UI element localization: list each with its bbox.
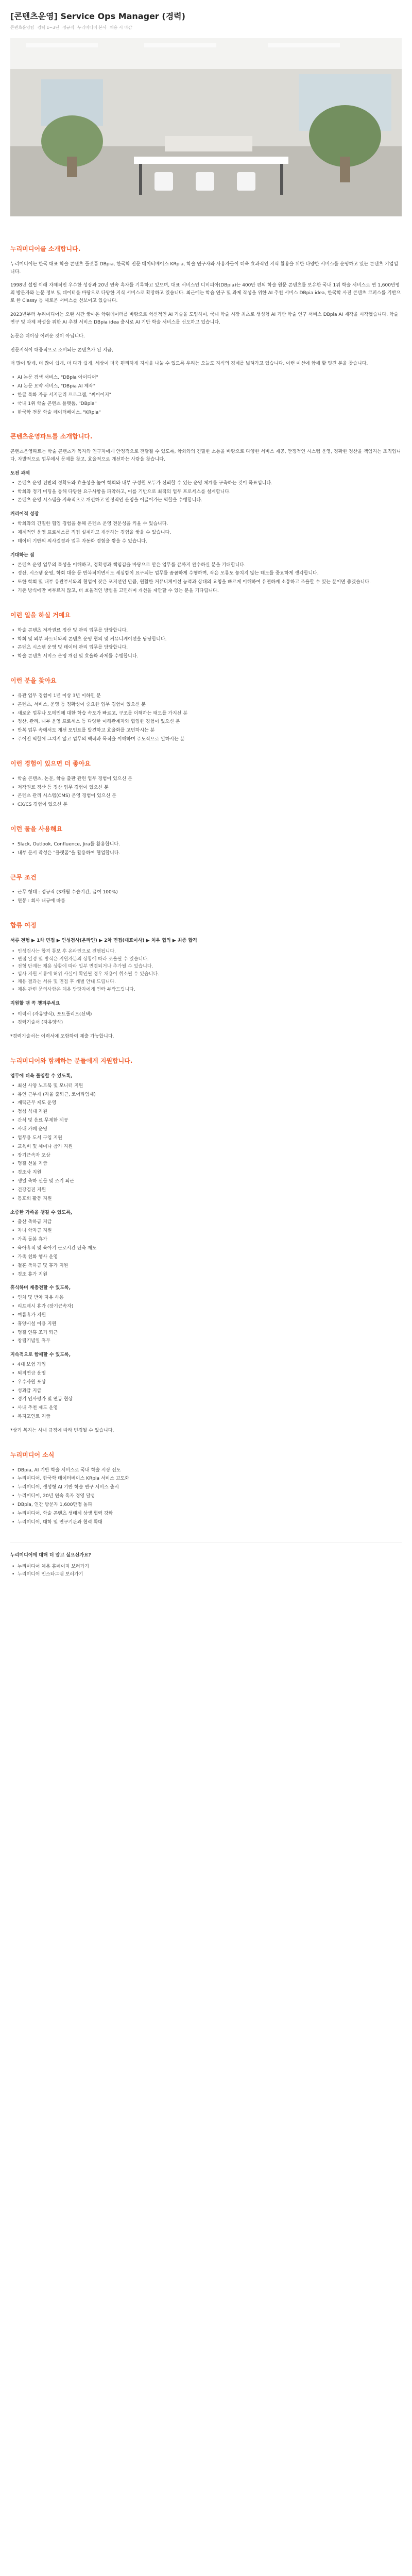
- list-item: • 콘텐츠 운영 시스템을 지속적으로 개선하고 안정적인 운영을 이끌어가는 역할을 수행합니다.: [10, 497, 402, 504]
- list-item: • 한국학 전문 학술 데이터베이스, "KRpia": [10, 409, 402, 417]
- list-item: • 기존 방식에만 머무르지 않고, 더 효율적인 방법을 고민하며 개선을 제안할 수 있는 분을 기다립니다.: [10, 587, 402, 595]
- list-item: • 교육비 및 세미나 참가 지원: [10, 1143, 402, 1151]
- list-item: • 학술 콘텐츠, 논문, 학술 출판 관련 업무 경험이 있으신 분: [10, 775, 402, 783]
- list-item: • 여름휴가 지원: [10, 1312, 402, 1319]
- paragraph: 1998년 설립 이래 자체적인 우수한 성장과 20년 연속 흑자를 기록하고 있으며, 대표 서비스인 디비피아(DBpia)는 400만 편의 학술 원문 콘텐츠를 보유한 국내 1위 학술 서비스로 연 1,600만명의 방문자와 논문 정보 및 데이터를 바탕으로 다양한 지식 서비스로 확장하고 있습니다. 최근에는 학습 연구 및 과제 작성을 위한 AI 추천 서비스 DBpia idea, 한국학 사전 콘텐츠 코퍼스를 기반으로 한 Classy 등 새로운 서비스를 선보이고 있습니다.: [10, 283, 401, 304]
- process-flow: 서류 전형 ▶ 1차 면접 ▶ 인성검사(온라인) ▶ 2차 면접(대표이사) ▶ 처우 협의 ▶ 최종 합격: [10, 938, 197, 943]
- section-learn-more: [10, 1542, 402, 1579]
- benefit-list-rest: [10, 1294, 402, 1345]
- list-item: • 내부 문서 작성은 "플랫폼"을 활용하여 협업합니다.: [10, 850, 402, 857]
- list-item: • 채용 결과는 서류 및 면접 후 개별 안내 드립니다.: [10, 978, 402, 986]
- list-item: • 업무용 도서 구입 지원: [10, 1134, 402, 1142]
- list-item: • 정산, 관리, 내부 운영 프로세스 등 다양한 이해관계자와 협업한 경험이 있으신 분: [10, 718, 402, 726]
- paragraph: 2023년부터 누리미디어는 오랜 시간 쌓아온 학위데이터를 바탕으로 혁신적인 AI 기술을 도입하여, 국내 학술 시장 최초로 생성형 AI 기반 학술 연구 서비스 DBpia AI 제작을 시작했습니다. 학술 연구 및 과제 작성을 위한 AI 추천 서비스 DBpia idea 출시로 AI 기반 학술 서비스를 선도하고 있습니다.: [10, 312, 399, 325]
- list-item: • 학술 콘텐츠 저작권료 정산 및 관리 업무를 담당합니다.: [10, 627, 402, 635]
- list-item: • 최신 사양 노트북 및 모니터 지원: [10, 1082, 402, 1090]
- list-item: • 점심 식대 지원: [10, 1108, 402, 1116]
- section-benefits: [10, 1056, 402, 1435]
- list-item: • 또한 학회 및 내부 유관부서와의 협업이 잦은 포지션인 만큼, 원활한 커뮤니케이션 능력과 상대의 요청을 빠르게 이해하여 유연하게 소통하고 조율할 수 있는 분이면 좋겠습니다.: [10, 579, 402, 586]
- list-item: • 학회 및 외부 파트너와의 콘텐츠 운영 협의 및 커뮤니케이션을 담당합니다.: [10, 636, 402, 643]
- list-item: • 장기근속자 포상: [10, 1152, 402, 1160]
- news-list: [10, 1467, 402, 1527]
- section-title: 이런 일을 하실 거예요: [10, 611, 71, 619]
- list-item: • 4대 보험 가입: [10, 1361, 402, 1369]
- list-item: • 퇴직연금 운영: [10, 1370, 402, 1378]
- list-item: • 결혼 축하금 및 휴가 지원: [10, 1262, 402, 1270]
- list-item: • 우수사원 포상: [10, 1379, 402, 1386]
- benefit-list-longterm: [10, 1361, 402, 1421]
- section-team-intro: [10, 432, 402, 595]
- group-title: 소중한 가족을 챙길 수 있도록,: [10, 1210, 73, 1215]
- list-item: • 사내 추천 제도 운영: [10, 1404, 402, 1412]
- list-item: • 경조사 지원: [10, 1169, 402, 1177]
- list-item: • 동호회 활동 지원: [10, 1195, 402, 1203]
- learn-more-title: 누리미디어에 대해 더 알고 싶으신가요?: [10, 1552, 91, 1558]
- list-item: • 근무 형태 : 정규직 (3개월 수습기간, 급여 100%): [10, 889, 402, 896]
- list-item: • 자녀 학자금 지원: [10, 1227, 402, 1235]
- paragraph: 누리미디어는 한국 대표 학술 콘텐츠 플랫폼 DBpia, 한국학 전문 데이터베이스 KRpia, 학술 연구자와 사용자들이 더욱 효과적인 지식 활용을 위한 다양한 서비스를 운영하고 있는 콘텐츠 기업입니다.: [10, 261, 399, 275]
- documents-title: 지원할 땐 꼭 챙겨주세요: [10, 1001, 60, 1006]
- group-title: 커리어적 성장: [10, 512, 39, 517]
- section-tools: [10, 824, 402, 857]
- section-title: 누리미디어를 소개합니다.: [10, 245, 81, 252]
- section-title: 이런 툴을 사용해요: [10, 825, 63, 833]
- list-item: • 입사 지원 서류에 허위 사실이 확인될 경우 채용이 취소될 수 있습니다.: [10, 971, 402, 978]
- list-item: • 가족 친화 행사 운영: [10, 1253, 402, 1261]
- list-item: • 이력서 (자유양식), 포트폴리오(선택): [10, 1011, 402, 1019]
- list-item: • 면접 일정 및 방식은 지원자분의 상황에 따라 조율될 수 있습니다.: [10, 956, 402, 963]
- list-item: • 건강검진 지원: [10, 1187, 402, 1194]
- news-item[interactable]: • DBpia, AI 기반 학술 서비스로 국내 학술 시장 선도: [10, 1467, 402, 1475]
- documents-note: *경력기술서는 이력서에 포함하여 제출 가능합니다.: [10, 1034, 114, 1040]
- news-item[interactable]: • 누리미디어, 학술 콘텐츠 생태계 상생 협력 강화: [10, 1510, 402, 1518]
- list-item: • 재택근무 제도 운영: [10, 1099, 402, 1107]
- job-header: [10, 0, 402, 31]
- documents-list: [10, 1011, 402, 1027]
- section-title: 콘텐츠운영파트를 소개합니다.: [10, 433, 93, 440]
- list-item: • 가족 돌봄 휴가: [10, 1236, 402, 1244]
- job-title: [콘텐츠운영] Service Ops Manager (경력): [10, 11, 185, 21]
- duties-list: [10, 480, 402, 505]
- list-item: • 명절 연휴 조기 퇴근: [10, 1329, 402, 1337]
- conditions-list: [10, 889, 402, 905]
- preferred-list: [10, 775, 402, 809]
- list-item: • 간식 및 음료 무제한 제공: [10, 1117, 402, 1125]
- paragraph: 더 많이 알게, 더 많이 쉽게, 더 다가 쉽게, 세상이 더욱 편리하게 지식을 나눌 수 있도록 우리는 오늘도 지식의 경계를 넓혀가고 있습니다. 이런 미션에 함께 할 멋진 분을 찾습니다.: [10, 361, 368, 367]
- list-item: • 명절 선물 지급: [10, 1160, 402, 1168]
- benefit-list-family: [10, 1218, 402, 1278]
- group-title: 업무에 더욱 몰입할 수 있도록,: [10, 1073, 73, 1079]
- list-item: • 사내 카페 운영: [10, 1126, 402, 1133]
- list-item: • 새로운 업무나 도메인에 대한 학습 속도가 빠르고, 구조를 이해하는 태도를 가지신 분: [10, 710, 402, 718]
- list-item: • 인성검사는 합격 통보 후 온라인으로 진행됩니다.: [10, 948, 402, 956]
- section-title: 근무 조건: [10, 873, 37, 881]
- list-item: • AI 논문 검색 서비스, "DBpia 아이디어": [10, 374, 402, 382]
- meta-experience: 경력 1~3년: [37, 25, 59, 30]
- list-item: • CX/CS 경험이 있으신 분: [10, 801, 402, 809]
- group-title: 휴식하며 재충전할 수 있도록,: [10, 1285, 71, 1291]
- group-title: 도전 과제: [10, 470, 30, 476]
- list-item: • 학술 콘텐츠 서비스 운영 개선 및 효율화 과제를 수행합니다.: [10, 653, 402, 660]
- list-item: • 경력기술서 (자유양식): [10, 1019, 402, 1027]
- news-item[interactable]: • 누리미디어, 대학 및 연구기관과 협력 확대: [10, 1519, 402, 1527]
- list-item: • 생일 축하 선물 및 조기 퇴근: [10, 1178, 402, 1185]
- news-item[interactable]: • 누리미디어, 생성형 AI 기반 학술 연구 서비스 출시: [10, 1484, 402, 1492]
- news-item[interactable]: • 누리미디어, 한국학 데이터베이스 KRpia 서비스 고도화: [10, 1475, 402, 1483]
- list-item: • 경조 휴가 지원: [10, 1271, 402, 1279]
- instagram-link[interactable]: • 누리미디어 인스타그램 보러가기: [10, 1571, 402, 1579]
- job-description: [10, 244, 402, 1579]
- requirement-list: [10, 692, 402, 743]
- list-item: • 국내 1위 학술 콘텐츠 플랫폼, "DBpia": [10, 400, 402, 408]
- section-preferred: [10, 759, 402, 809]
- section-responsibilities: [10, 611, 402, 660]
- list-item: • AI 논문 요약 서비스, "DBpia AI 제작": [10, 383, 402, 391]
- list-item: • 콘텐츠 관리 시스템(CMS) 운영 경험이 있으신 분: [10, 792, 402, 800]
- list-item: • 유연 근무제 (자율 출퇴근, 코어타임제): [10, 1091, 402, 1099]
- list-item: • 콘텐츠 시스템 운영 및 데이터 관리 업무를 담당합니다.: [10, 644, 402, 652]
- list-item: • 학회와의 긴밀한 협업 경험을 통해 콘텐츠 운영 전문성을 키울 수 있습니다.: [10, 520, 402, 528]
- list-item: • 저작권료 정산 등 정산 업무 경험이 있으신 분: [10, 784, 402, 792]
- list-item: • 콘텐츠, 서비스, 운영 등 정확성이 중요한 업무 경험이 있으신 분: [10, 701, 402, 709]
- list-item: • 채용 관련 문의사항은 채용 담당자에게 연락 부탁드립니다.: [10, 986, 402, 994]
- list-item: • 휴양시설 이용 지원: [10, 1320, 402, 1328]
- meta-employment-type: 정규직: [62, 25, 75, 30]
- section-conditions: [10, 873, 402, 905]
- list-item: • 체계적인 운영 프로세스를 직접 설계하고 개선하는 경험을 쌓을 수 있습니다.: [10, 529, 402, 537]
- list-item: • 창립기념일 휴무: [10, 1337, 402, 1345]
- list-item: • 데이터 기반의 의사결정과 업무 자동화 경험을 쌓을 수 있습니다.: [10, 538, 402, 546]
- section-title: 누리미디어와 함께하는 분들에게 지원합니다.: [10, 1057, 133, 1065]
- tools-list: [10, 841, 402, 857]
- section-requirements: [10, 676, 402, 743]
- list-item: • 반복 업무 속에서도 개선 포인트를 발견하고 효율화를 고민하시는 분: [10, 727, 402, 735]
- service-list: [10, 374, 402, 416]
- meta-deadline: 채용 시 마감: [109, 25, 132, 30]
- news-item[interactable]: • DBpia, 연간 방문자 1,600만명 돌파: [10, 1501, 402, 1509]
- list-item: • 한글 특화 자동 서지관리 프로그램, "씨이이지": [10, 392, 402, 399]
- list-item: • 정기 인사평가 및 연봉 협상: [10, 1396, 402, 1403]
- section-title: 이런 경험이 있으면 더 좋아요: [10, 759, 91, 767]
- list-item: • 유관 업무 경험이 1년 이상 3년 이하인 분: [10, 692, 402, 700]
- growth-list: [10, 520, 402, 546]
- paragraph: 콘텐츠운영파트는 학술 콘텐츠가 독자와 연구자에게 안정적으로 전달될 수 있도록, 학회와의 긴밀한 소통을 바탕으로 다양한 서비스 제공, 안정적인 시스템 운영, 정확한 정산을 책임지는 조직입니다. 자발적으로 업무에서 문제를 찾고, 효율적으로 개선하는 사람을 찾습니다.: [10, 449, 401, 463]
- list-item: • 리프레시 휴가 (장기근속자): [10, 1303, 402, 1311]
- section-title: 합류 여정: [10, 922, 37, 929]
- list-item: • 출산 축하금 지급: [10, 1218, 402, 1226]
- list-item: • 육아휴직 및 육아기 근로시간 단축 제도: [10, 1245, 402, 1252]
- office-photo: [10, 38, 402, 216]
- group-title: 지속적으로 함께할 수 있도록,: [10, 1352, 71, 1358]
- section-title: 이런 분을 찾아요: [10, 677, 57, 685]
- list-item: • 정산, 시스템 운영, 학회 대응 등 반복적이면서도 세심함이 요구되는 업무를 꼼꼼하게 수행하며, 작은 오류도 놓치지 않는 태도를 중요하게 생각합니다.: [10, 570, 402, 578]
- section-title: 누리미디어 소식: [10, 1451, 55, 1459]
- careers-homepage-link[interactable]: • 누리미디어 채용 홈페이지 보러가기: [10, 1563, 402, 1571]
- process-notes: [10, 948, 402, 994]
- expectation-list: [10, 562, 402, 595]
- office-photo-illustration: [10, 38, 402, 216]
- paragraph: 전문지식이 대중적으로 소비되는 콘텐츠가 된 지금,: [10, 347, 113, 353]
- section-company-intro: [10, 244, 402, 416]
- job-meta: [10, 24, 402, 31]
- list-item: • 복지포인트 지급: [10, 1413, 402, 1421]
- list-item: • 학회와 정기 미팅을 통해 다양한 요구사항을 파악하고, 이를 기반으로 최적의 업무 프로세스를 설계합니다.: [10, 488, 402, 496]
- meta-team: 콘텐츠운영팀: [10, 25, 35, 30]
- section-process: [10, 921, 402, 1041]
- group-title: 기대하는 점: [10, 552, 35, 558]
- section-news: [10, 1450, 402, 1527]
- list-item: • 연차 및 반차 자유 사용: [10, 1294, 402, 1302]
- list-item: • 주어진 역할에 그치지 않고 업무의 맥락과 목적을 이해하며 주도적으로 일하시는 분: [10, 736, 402, 743]
- list-item: • 전형 단계는 채용 상황에 따라 일부 변경되거나 추가될 수 있습니다.: [10, 963, 402, 971]
- list-item: • 콘텐츠 운영 전반의 정확도와 효율성을 높여 학회와 내부 구성원 모두가 신뢰할 수 있는 운영 체계를 구축하는 것이 목표입니다.: [10, 480, 402, 487]
- paragraph: 논문은 더이상 어려운 것이 아닙니다.: [10, 333, 85, 339]
- news-item[interactable]: • 누리미디어, 20년 연속 흑자 경영 달성: [10, 1493, 402, 1500]
- benefits-note: *상기 복지는 사내 규정에 따라 변경될 수 있습니다.: [10, 1428, 114, 1433]
- responsibility-list: [10, 627, 402, 660]
- meta-location: 누리미디어 본사: [77, 25, 107, 30]
- benefit-list-work: [10, 1082, 402, 1203]
- list-item: • 콘텐츠 운영 업무의 특성을 이해하고, 정확성과 책임감을 바탕으로 맡은 업무를 끝까지 완수하실 분을 기대합니다.: [10, 562, 402, 569]
- list-item: • 연봉 : 회사 내규에 따름: [10, 897, 402, 905]
- list-item: • Slack, Outlook, Confluence, Jira를 활용합니다.: [10, 841, 402, 849]
- list-item: • 성과급 지급: [10, 1387, 402, 1395]
